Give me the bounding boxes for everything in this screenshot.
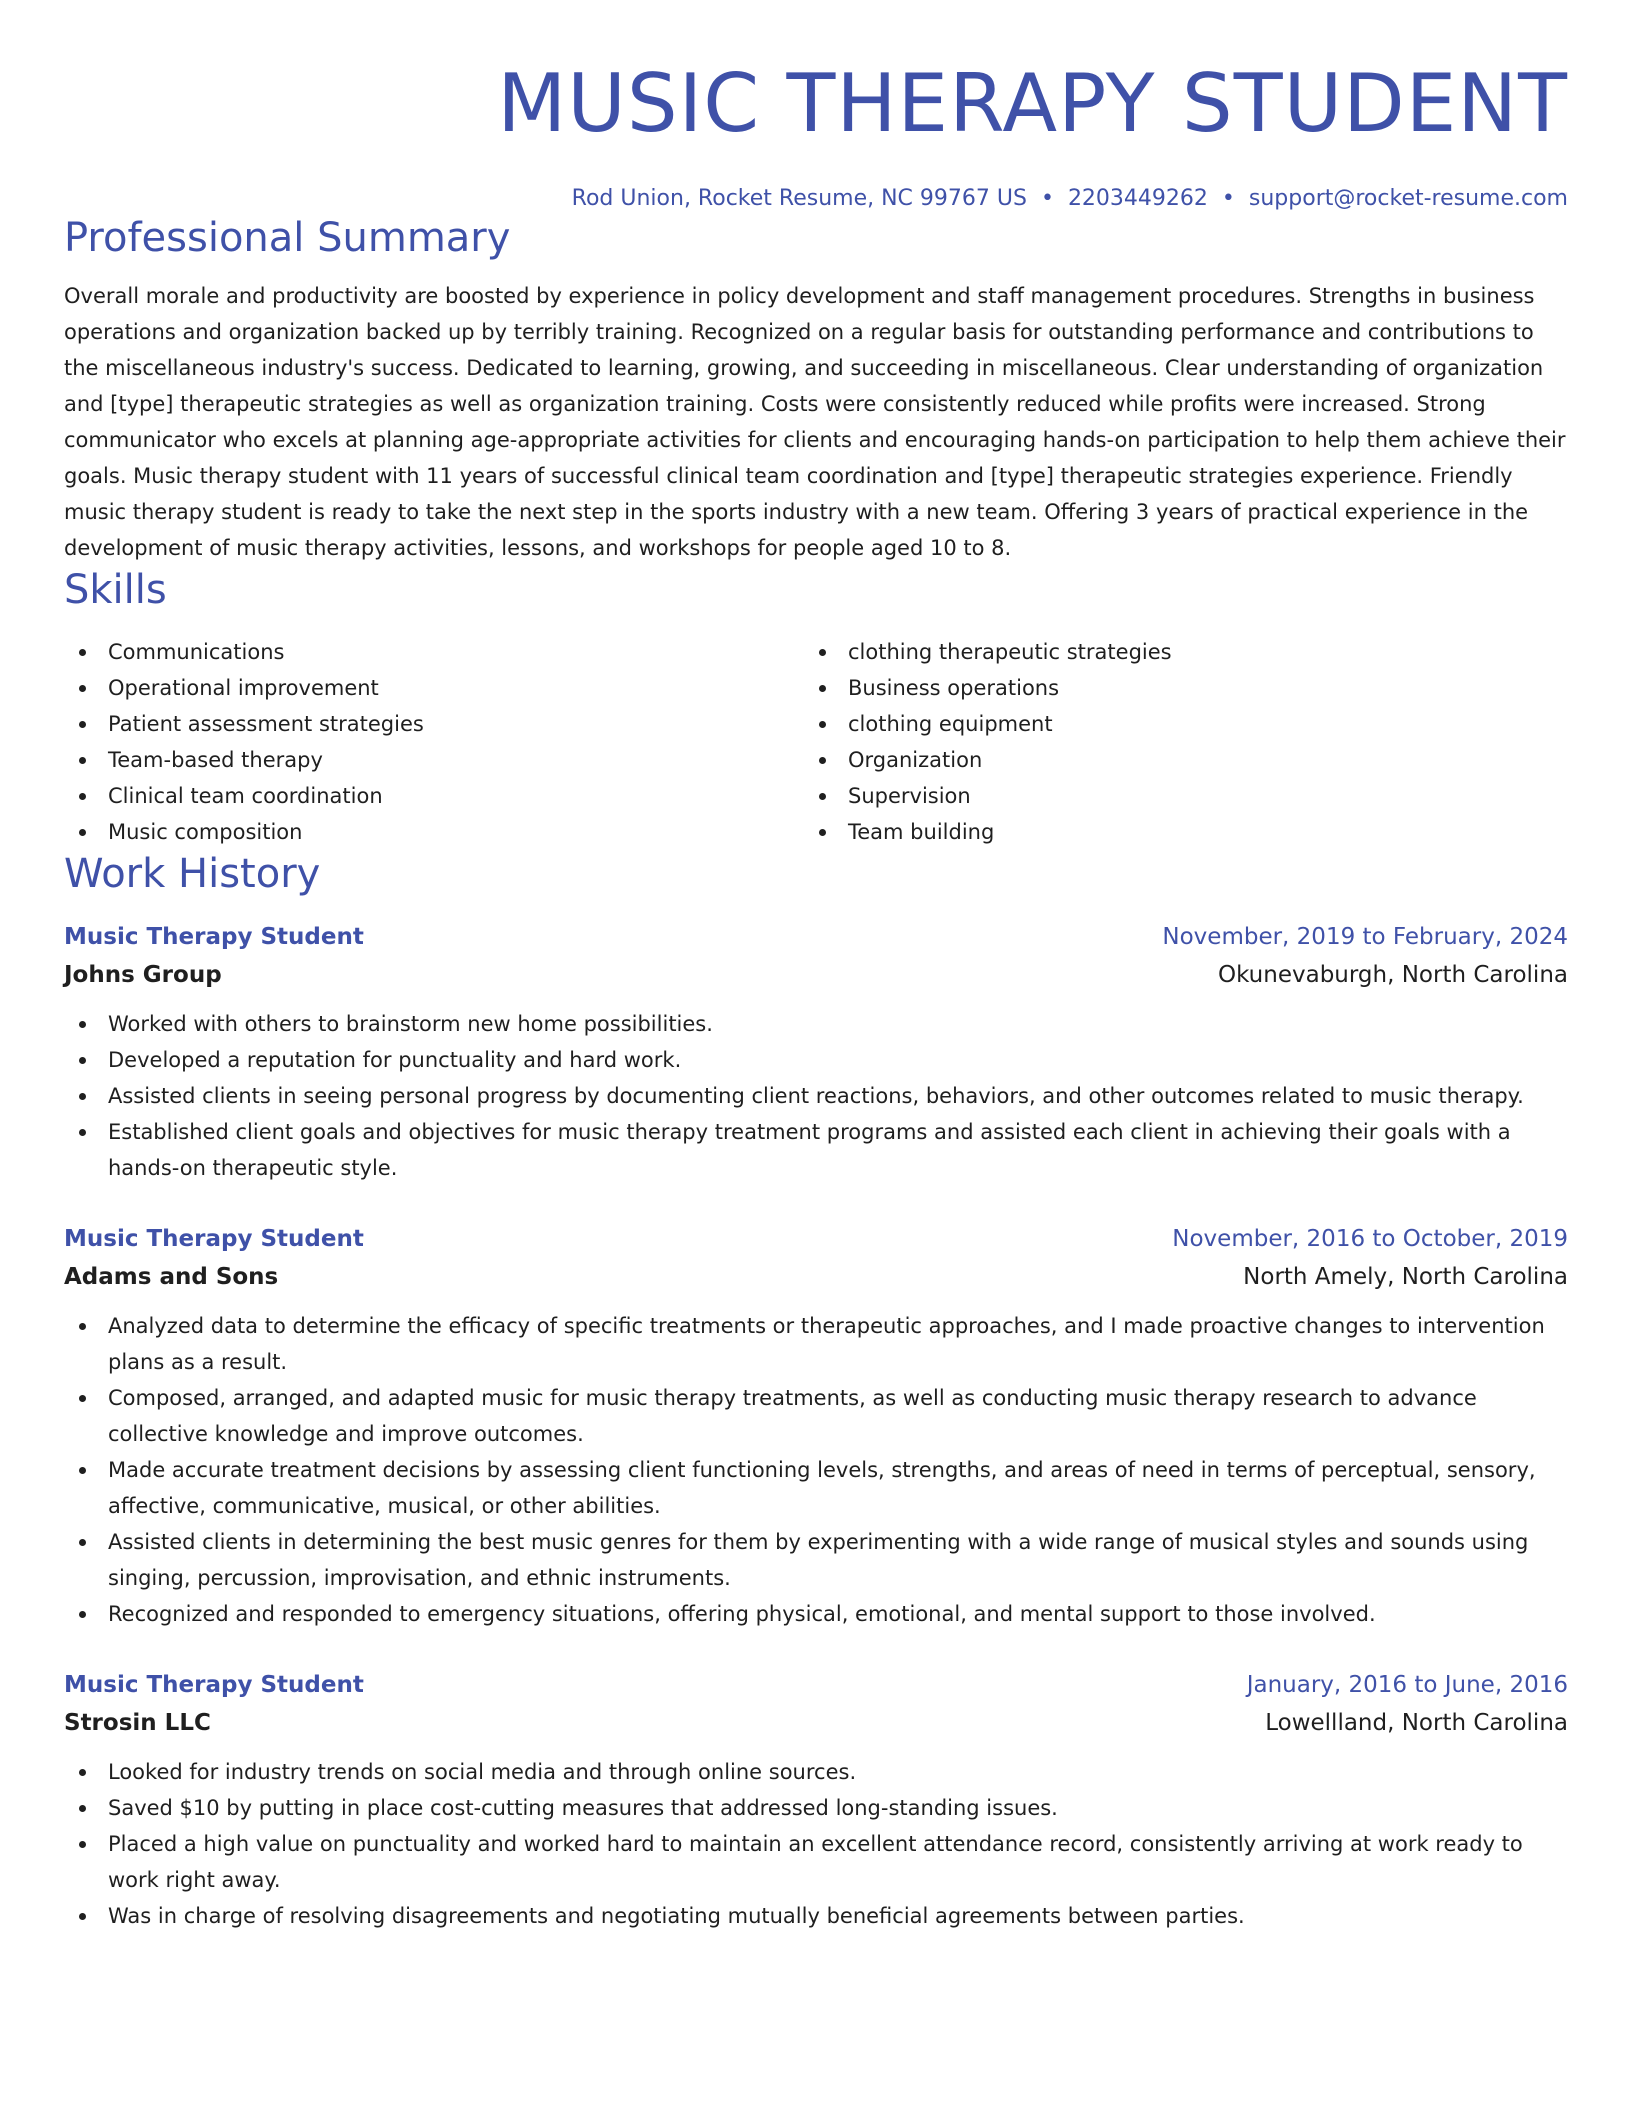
job-bullet: Recognized and responded to emergency situations, offering physical, emotional, and mental support to those involved. [64,1596,1568,1632]
job-company: Strosin LLC [64,1710,211,1736]
job-title: Music Therapy Student [64,924,364,950]
job-location: Okunevaburgh, North Carolina [1217,962,1568,988]
job-header-row [64,1666,1568,1704]
job-location: North Amely, North Carolina [1243,1264,1568,1290]
skill-item: clothing equipment [804,706,1544,742]
job-bullet: Was in charge of resolving disagreements and negotiating mutually beneficial agreements between parties. [64,1898,1568,1934]
job-dates: January, 2016 to June, 2016 [1246,1672,1568,1698]
skill-item: Supervision [804,778,1544,814]
job-bullet: Saved $10 by putting in place cost-cutting measures that addressed long-standing issues. [64,1790,1568,1826]
skill-item: Business operations [804,670,1544,706]
contact-email: support@rocket-resume.com [1248,186,1568,211]
contact-line [64,184,1568,214]
work-history-section [64,850,1568,1934]
job-bullets [64,1006,1568,1186]
work-history-heading: Work History [64,851,321,897]
skill-item: Organization [804,742,1544,778]
job-bullets [64,1754,1568,1934]
skill-item: Music composition [64,814,804,850]
skill-item: Team building [804,814,1544,850]
skills-heading: Skills [64,567,167,613]
job-company-row [64,1704,1568,1742]
job-dates: November, 2016 to October, 2019 [1172,1226,1568,1252]
contact-address: Rod Union, Rocket Resume, NC 99767 US [571,186,1027,211]
job-bullet: Made accurate treatment decisions by assessing client functioning levels, strengths, and areas of need in terms of perceptual, sensory, affective, communicative, musical, or other abilities. [64,1452,1568,1524]
skill-item: clothing therapeutic strategies [804,634,1544,670]
job-bullets [64,1308,1568,1632]
skill-item: Clinical team coordination [64,778,804,814]
skill-item: Patient assessment strategies [64,706,804,742]
skill-item: Team-based therapy [64,742,804,778]
job-bullet: Assisted clients in seeing personal progress by documenting client reactions, behaviors, and other outcomes related to music therapy. [64,1078,1568,1114]
job-header-row [64,1220,1568,1258]
job-company-row [64,1258,1568,1296]
job-entry [64,918,1568,1186]
job-location: Lowellland, North Carolina [1265,1710,1568,1736]
candidate-name: MUSIC THERAPY STUDENT [497,57,1568,150]
skill-item: Operational improvement [64,670,804,706]
skills-grid [64,634,1568,850]
summary-section [64,214,1568,566]
job-bullet: Developed a reputation for punctuality and hard work. [64,1042,1568,1078]
job-bullet: Worked with others to brainstorm new home possibilities. [64,1006,1568,1042]
summary-heading: Professional Summary [64,215,511,261]
contact-separator: • [1221,186,1235,211]
skills-section [64,566,1568,850]
job-bullet: Established client goals and objectives for music therapy treatment programs and assisted each client in achieving their goals with a hands-on therapeutic style. [64,1114,1568,1186]
job-company-row [64,956,1568,994]
job-company: Adams and Sons [64,1264,279,1290]
job-bullet: Looked for industry trends on social media and through online sources. [64,1754,1568,1790]
job-header-row [64,918,1568,956]
job-title: Music Therapy Student [64,1672,364,1698]
job-entry [64,1220,1568,1632]
summary-text: Overall morale and productivity are boosted by experience in policy development and staff management procedures. Strengths in business operations and organization backed up by terribly training. Recognized on a regular basis for outstanding performance and contributions to the miscellaneous industry's success. Dedicated to learning, growing, and succeeding in miscellaneous. Clear understanding of organization and [type] therapeutic strategies as well as organization training. Costs were consistently reduced while profits were increased. Strong communicator who excels at planning age-appropriate activities for clients and encouraging hands-on participation to help them achieve their goals. Music therapy student with 11 years of successful clinical team coordination and [type] therapeutic strategies experience. Friendly music therapy student is ready to take the next step in the sports industry with a new team. Offering 3 years of practical experience in the development of music therapy activities, lessons, and workshops for people aged 10 to 8. [64,284,1566,560]
job-bullet: Composed, arranged, and adapted music for music therapy treatments, as well as conducting music therapy research to advance collective knowledge and improve outcomes. [64,1380,1568,1452]
contact-phone: 2203449262 [1067,186,1208,211]
job-title: Music Therapy Student [64,1226,364,1252]
job-entry [64,1666,1568,1934]
contact-separator: • [1040,186,1054,211]
job-company: Johns Group [64,962,222,988]
job-dates: November, 2019 to February, 2024 [1162,924,1568,950]
skills-right-column [804,634,1544,850]
job-bullet: Placed a high value on punctuality and worked hard to maintain an excellent attendance record, consistently arriving at work ready to work right away. [64,1826,1568,1898]
skill-item: Communications [64,634,804,670]
job-bullet: Analyzed data to determine the efficacy of specific treatments or therapeutic approaches, and I made proactive changes to intervention plans as a result. [64,1308,1568,1380]
skills-left-column [64,634,804,850]
job-bullet: Assisted clients in determining the best music genres for them by experimenting with a wide range of musical styles and sounds using singing, percussion, improvisation, and ethnic instruments. [64,1524,1568,1596]
